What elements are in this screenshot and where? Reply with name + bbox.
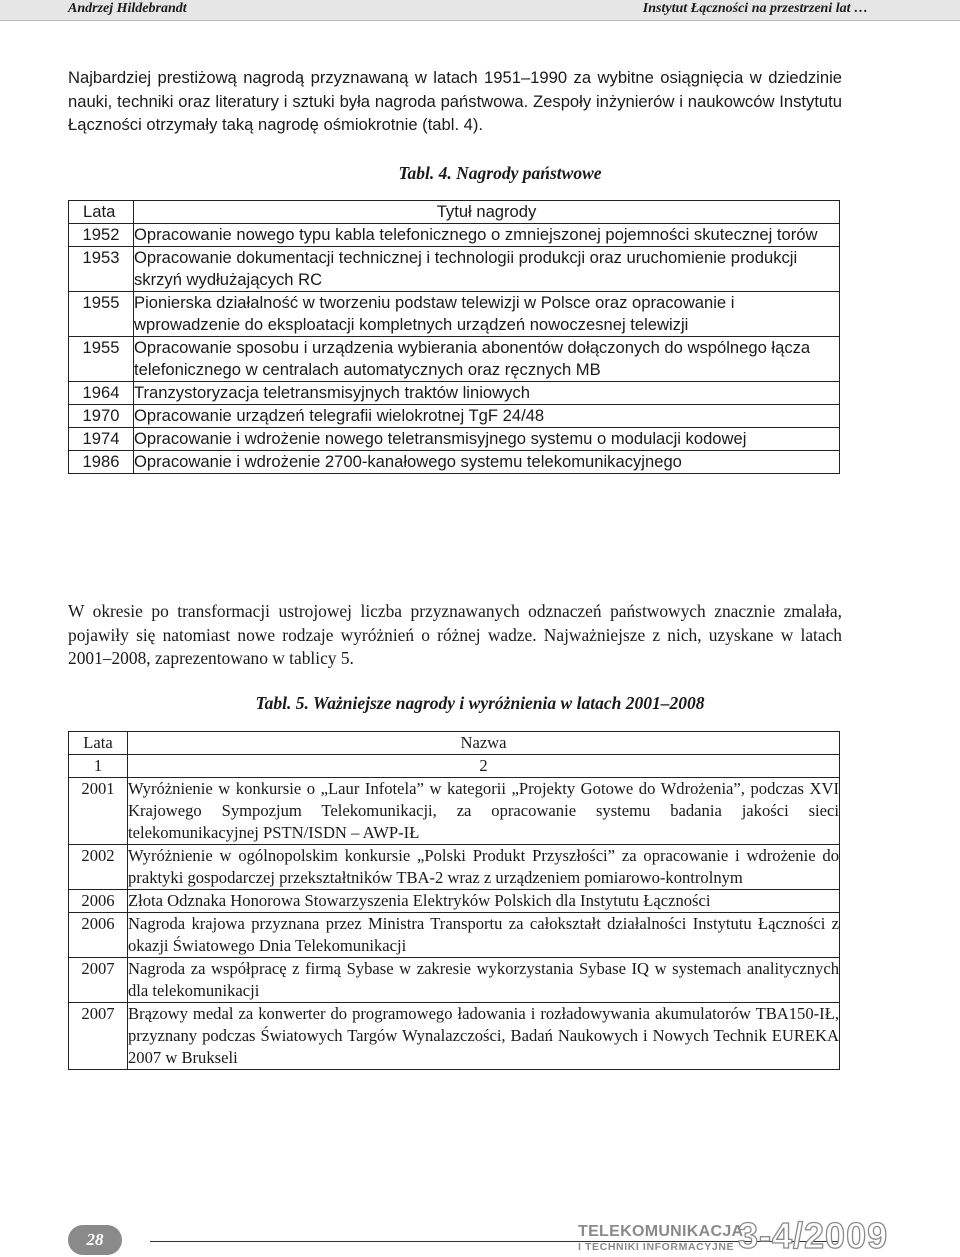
table4-row-year: 1955	[69, 337, 134, 382]
table4-header-year: Lata	[69, 201, 134, 224]
table4-header-title: Tytuł nagrody	[134, 201, 840, 224]
table5-row-text: Wyróżnienie w ogólnopolskim konkursie „Polski Produkt Przyszłości” za opracowanie i wdrożenie do praktyki gospodarczej przekształtników TBA-2 wraz z urządzeniem pomiarowo-kontrolnym	[128, 845, 840, 890]
issue-number: 3-4/2009	[738, 1215, 889, 1256]
table5-header-name: Nazwa	[128, 732, 840, 755]
table4-row	[69, 337, 840, 382]
table4-row-text: Opracowanie i wdrożenie 2700-kanałowego systemu telekomunikacyjnego	[134, 451, 840, 474]
table5-caption: Tabl. 5. Ważniejsze nagrody i wyróżnienia w latach 2001–2008	[255, 693, 705, 713]
table5-row	[69, 890, 840, 913]
table4-row-text: Opracowanie urządzeń telegrafii wielokrotnej TgF 24/48	[134, 405, 840, 428]
table5	[68, 731, 840, 1070]
running-header	[0, 0, 960, 21]
journal-title	[578, 1224, 743, 1254]
header-title: Instytut Łączności na przestrzeni lat …	[642, 1, 868, 16]
table4-row-text: Tranzystoryzacja teletransmisyjnych traktów liniowych	[134, 382, 840, 405]
table4-row	[69, 451, 840, 474]
table5-row-year: 2007	[69, 958, 128, 1003]
header-author: Andrzej Hildebrandt	[68, 1, 187, 16]
table4-row	[69, 224, 840, 247]
journal-title-line2: I TECHNIKI INFORMACYJNE	[578, 1241, 735, 1253]
table5-header-row	[69, 732, 840, 755]
table4-row-year: 1974	[69, 428, 134, 451]
table4-row-text: Opracowanie sposobu i urządzenia wybierania abonentów dołączonych do wspólnego łącza telefonicznego w centralach automatycznych oraz ręcznych MB	[134, 337, 840, 382]
table5-row-year: 2006	[69, 913, 128, 958]
table5-row-year: 2007	[69, 1003, 128, 1070]
intro-paragraph: Najbardziej prestiżową nagrodą przyznawaną w latach 1951–1990 za wybitne osiągnięcia w dziedzinie nauki, techniki oraz literatury i sztuki była nagroda państwowa. Zespoły inżynierów i naukowców Instytutu Łączności otrzymały taką nagrodę ośmiokrotnie (tabl. 4).	[68, 68, 842, 134]
table5-row-year: 2002	[69, 845, 128, 890]
table4-row-year: 1964	[69, 382, 134, 405]
table5-row-text: Wyróżnienie w konkursie o „Laur Infotela” w kategorii „Projekty Gotowe do Wdrożenia”, podczas XVI Krajowego Sympozjum Telekomunikacji, za opracowanie systemu badania jakości sieci telekomunikacyjnej PSTN/ISDN – AWP-IŁ	[128, 778, 840, 845]
table4-row-year: 1986	[69, 451, 134, 474]
table4-row-year: 1953	[69, 247, 134, 292]
table4-caption: Tabl. 4. Nagrody państwowe	[398, 163, 602, 183]
table5-row	[69, 845, 840, 890]
table4-row-year: 1970	[69, 405, 134, 428]
table5-row-text: Nagroda za współpracę z firmą Sybase w zakresie wykorzystania Sybase IQ w systemach analitycznych dla telekomunikacji	[128, 958, 840, 1003]
journal-title-line1: TELEKOMUNIKACJA	[578, 1223, 744, 1240]
table4-row-year: 1955	[69, 292, 134, 337]
table4-header-row	[69, 201, 840, 224]
table4-row	[69, 292, 840, 337]
table5-row	[69, 1003, 840, 1070]
table5-row-year: 2001	[69, 778, 128, 845]
table5-row	[69, 958, 840, 1003]
table4-row-text: Opracowanie dokumentacji technicznej i technologii produkcji oraz uruchomienie produkcji skrzyń wydłużających RC	[134, 247, 840, 292]
table5-row	[69, 778, 840, 845]
table4	[68, 200, 840, 474]
table4-row-text: Opracowanie i wdrożenie nowego teletransmisyjnego systemu o modulacji kodowej	[134, 428, 840, 451]
table5-row	[69, 913, 840, 958]
table5-colnum-year: 1	[69, 755, 128, 778]
page-number: 28	[68, 1225, 122, 1255]
table4-row	[69, 405, 840, 428]
table5-row-year: 2006	[69, 890, 128, 913]
table5-row-text: Złota Odznaka Honorowa Stowarzyszenia Elektryków Polskich dla Instytutu Łączności	[128, 890, 840, 913]
table5-row-text: Nagroda krajowa przyznana przez Ministra Transportu za całokształt działalności Instytutu Łączności z okazji Światowego Dnia Telekomunikacji	[128, 913, 840, 958]
table5-column-number-row	[69, 755, 840, 778]
table5-row-text: Brązowy medal za konwerter do programowego ładowania i rozładowywania akumulatorów TBA150-IŁ, przyznany podczas Światowych Targów Wynalazczości, Badań Naukowych i Nowych Technik EUREKA 2007 w Brukseli	[128, 1003, 840, 1070]
table4-row-text: Opracowanie nowego typu kabla telefonicznego o zmniejszonej pojemności skutecznej torów	[134, 224, 840, 247]
table4-row-year: 1952	[69, 224, 134, 247]
table4-row	[69, 382, 840, 405]
table5-colnum-name: 2	[128, 755, 840, 778]
table4-row	[69, 428, 840, 451]
table4-row	[69, 247, 840, 292]
table4-row-text: Pionierska działalność w tworzeniu podstaw telewizji w Polsce oraz opracowanie i wprowadzenie do eksploatacji kompletnych urządzeń nowoczesnej telewizji	[134, 292, 840, 337]
table5-header-year: Lata	[69, 732, 128, 755]
middle-paragraph: W okresie po transformacji ustrojowej liczba przyznawanych odznaczeń państwowych znacznie zmalała, pojawiły się natomiast nowe rodzaje wyróżnień o różnej wadze. Najważniejsze z nich, uzyskane w latach 2001–2008, zaprezentowano w tablicy 5.	[68, 601, 842, 668]
